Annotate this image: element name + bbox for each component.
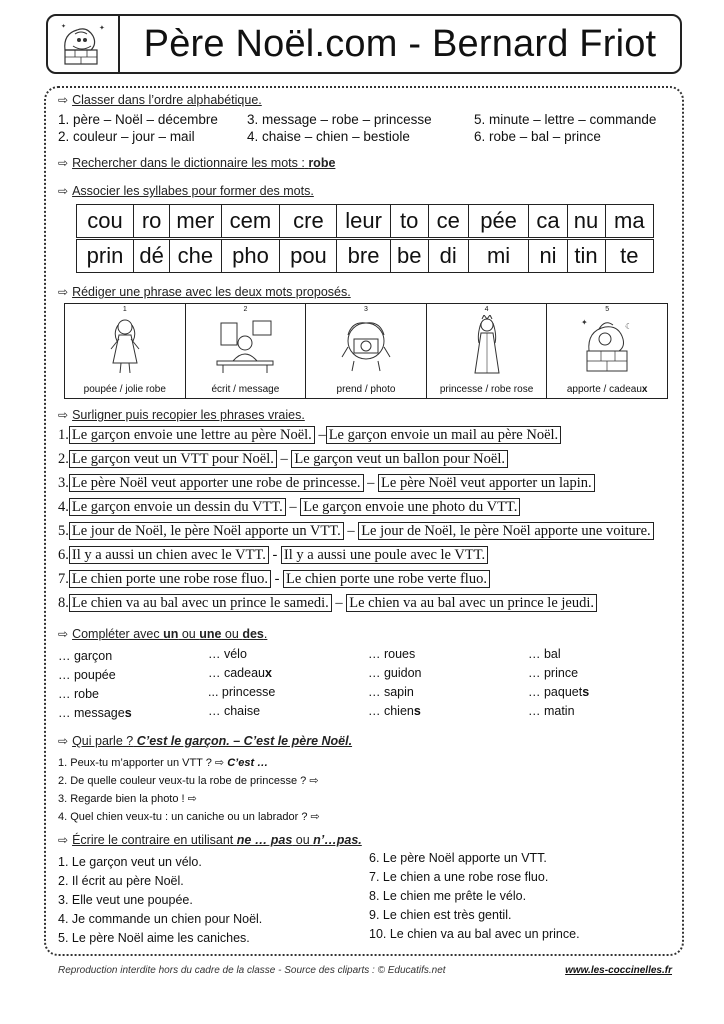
syllable-cell: pou xyxy=(279,239,336,273)
sentence-option-a[interactable]: Le garçon envoie une lettre au père Noël. xyxy=(69,426,315,444)
section-title-text: Écrire le contraire en utilisant xyxy=(72,833,237,847)
sentence-number: 2. xyxy=(58,451,69,467)
negation-item: 8. Le chien me prête le vélo. xyxy=(369,889,527,903)
syllable-row-1 xyxy=(76,204,654,238)
sentence-number: 1. xyxy=(58,427,69,443)
alpha-item: 1. père – Noël – décembre xyxy=(58,112,218,127)
dictionary-word: robe xyxy=(308,156,336,170)
article-blank-item xyxy=(58,706,132,720)
alpha-item: 5. minute – lettre – commande xyxy=(474,112,657,127)
article-blank-item xyxy=(528,666,578,680)
page-header xyxy=(46,14,682,74)
arrow-right-icon: ⇨ xyxy=(58,627,69,641)
sentence-separator: – xyxy=(276,451,292,467)
sentence-pair xyxy=(58,499,520,516)
syllable-cell: cem xyxy=(221,204,280,238)
section-true-sentences-title xyxy=(58,408,305,422)
negation-form-1: ne … pas xyxy=(236,833,293,847)
picture-row xyxy=(64,303,668,399)
article-blank-item xyxy=(58,668,116,682)
sentence-separator: – xyxy=(363,475,379,491)
article-blank-item xyxy=(368,704,421,718)
syllable-cell: che xyxy=(169,239,220,273)
sentence-number: 5. xyxy=(58,523,69,539)
section-negation-title xyxy=(58,833,362,847)
section-title-text: ou xyxy=(221,627,243,641)
sentence-option-b[interactable]: Le garçon envoie une photo du VTT. xyxy=(300,498,520,516)
sentence-pair xyxy=(58,475,595,492)
sentence-pair xyxy=(58,595,597,612)
syllable-cell: ro xyxy=(133,204,169,238)
syllable-cell: nu xyxy=(567,204,605,238)
negation-item: 10. Le chien va au bal avec un prince. xyxy=(369,927,580,941)
arrow-right-icon: ⇨ xyxy=(58,734,69,748)
negation-item: 3. Elle veut une poupée. xyxy=(58,893,193,907)
article-word: … roues xyxy=(368,647,416,661)
doll-icon xyxy=(65,314,185,376)
picture-cell xyxy=(306,304,427,398)
footer-copyright: Reproduction interdite hors du cadre de la classe - Source des cliparts : © Educatifs.net xyxy=(58,965,446,976)
santa-logo xyxy=(48,16,120,72)
article-word: … vélo xyxy=(208,647,247,661)
section-articles-title xyxy=(58,627,267,641)
sentence-option-a[interactable]: Le chien porte une robe rose fluo. xyxy=(69,570,271,588)
section-title-text: Associer les syllabes pour former des mots. xyxy=(72,184,314,198)
picture-number: 5 xyxy=(605,306,610,313)
alpha-item: 4. chaise – chien – bestiole xyxy=(247,129,410,144)
article-blank-item xyxy=(208,666,272,680)
sentence-option-b[interactable]: Le jour de Noël, le père Noël apporte une voiture. xyxy=(358,522,653,540)
sentence-number: 3. xyxy=(58,475,69,491)
question-item: 2. De quelle couleur veux-tu la robe de princesse ? ⇨ xyxy=(58,775,319,787)
syllable-cell: mi xyxy=(468,239,529,273)
picture-number: 1 xyxy=(122,306,127,313)
syllable-cell: ce xyxy=(428,204,468,238)
article-blank-item xyxy=(368,685,414,699)
arrow-right-icon: ⇨ xyxy=(58,285,69,299)
sentence-pair xyxy=(58,427,561,444)
section-title-text: ou xyxy=(178,627,200,641)
negation-item: 7. Le chien a une robe rose fluo. xyxy=(369,870,549,884)
picture-caption: poupée / jolie robe xyxy=(83,384,166,395)
section-who-speaks-title xyxy=(58,734,352,748)
alpha-item: 3. message – robe – princesse xyxy=(247,112,432,127)
picture-caption: prend / photo xyxy=(336,384,396,395)
article-blank-item xyxy=(528,647,561,661)
picture-caption: princesse / robe rose xyxy=(439,384,534,395)
footer-website-link[interactable]: www.les-coccinelles.fr xyxy=(565,965,672,976)
negation-item: 4. Je commande un chien pour Noël. xyxy=(58,912,263,926)
article-word: … matin xyxy=(528,704,575,718)
article-word: … chaise xyxy=(208,704,261,718)
article-blank-item xyxy=(368,666,422,680)
article-word-ending: s xyxy=(124,706,132,720)
section-dictionary-title xyxy=(58,156,335,170)
svg-text:☾: ☾ xyxy=(625,322,633,331)
question-answer-start: C’est … xyxy=(224,757,269,769)
article-word: … paquet xyxy=(528,685,583,699)
sentence-number: 8. xyxy=(58,595,69,611)
article-blank-item xyxy=(58,649,112,663)
article-word-ending: s xyxy=(582,685,590,699)
sentence-option-a[interactable]: Le garçon envoie un dessin du VTT. xyxy=(69,498,286,516)
picture-cell xyxy=(65,304,186,398)
alpha-item: 2. couleur – jour – mail xyxy=(58,129,195,144)
article-un: un xyxy=(163,627,179,641)
article-des: des xyxy=(242,627,264,641)
picture-cell xyxy=(186,304,307,398)
article-blank-item xyxy=(368,647,415,661)
picture-caption-text: apporte / cadeau xyxy=(566,384,642,395)
syllable-cell: cou xyxy=(76,204,133,238)
negation-item: 6. Le père Noël apporte un VTT. xyxy=(369,851,547,865)
question-item xyxy=(58,756,268,769)
article-blank-item xyxy=(58,687,99,701)
article-word: … cadeau xyxy=(208,666,265,680)
article-blank-item xyxy=(208,647,247,661)
arrow-right-icon: ⇨ xyxy=(58,408,69,422)
section-syllables-title xyxy=(58,184,314,198)
section-sentence-title xyxy=(58,285,351,299)
sentence-option-a[interactable]: Le chien va au bal avec un prince le samedi. xyxy=(69,594,332,612)
svg-text:✦: ✦ xyxy=(581,318,588,327)
picture-number: 3 xyxy=(364,306,368,313)
article-word: ... princesse xyxy=(208,685,276,699)
sentence-separator: - xyxy=(270,571,284,587)
sentence-separator: – xyxy=(314,427,326,443)
page-title: Père Noël.com - Bernard Friot xyxy=(143,22,657,65)
negation-item: 2. Il écrit au père Noël. xyxy=(58,874,184,888)
article-word: … guidon xyxy=(368,666,422,680)
picture-number: 4 xyxy=(484,306,489,313)
sentence-pair xyxy=(58,571,490,588)
section-alphabetical-title xyxy=(58,93,262,107)
camera-boy-icon xyxy=(306,314,426,376)
section-title-emphasis: C’est le garçon. – C’est le père Noël. xyxy=(133,734,353,748)
picture-caption xyxy=(547,384,667,395)
syllable-cell: ni xyxy=(528,239,566,273)
picture-caption: écrit / message xyxy=(211,384,280,395)
arrow-right-icon: ⇨ xyxy=(58,156,69,170)
sentence-pair xyxy=(58,523,654,540)
article-word: … prince xyxy=(528,666,579,680)
syllable-cell: ma xyxy=(605,204,654,238)
sentence-option-a[interactable]: Le garçon veut un VTT pour Noël. xyxy=(69,450,277,468)
article-word: … message xyxy=(58,706,125,720)
sentence-option-b[interactable]: Le père Noël veut apporter un lapin. xyxy=(378,474,595,492)
sentence-option-b[interactable]: Il y a aussi une poule avec le VTT. xyxy=(281,546,488,564)
syllable-cell: dé xyxy=(133,239,169,273)
svg-text:✦: ✦ xyxy=(61,24,67,30)
section-title-text: Surligner puis recopier les phrases vraies. xyxy=(72,408,305,422)
section-title-text: Classer dans l’ordre alphabétique. xyxy=(72,93,262,107)
sentence-number: 6. xyxy=(58,547,69,563)
article-blank-item xyxy=(208,685,275,699)
section-title-text: ou xyxy=(292,833,314,847)
picture-cell xyxy=(427,304,548,398)
picture-number: 2 xyxy=(243,306,248,313)
article-word-ending: x xyxy=(264,666,272,680)
sentence-option-b[interactable]: Le garçon envoie un mail au père Noël. xyxy=(326,426,562,444)
sentence-pair xyxy=(58,451,508,468)
negation-form-2: n’…pas. xyxy=(313,833,362,847)
article-word-ending: s xyxy=(413,704,421,718)
sentence-option-b[interactable]: Le garçon veut un ballon pour Noël. xyxy=(291,450,508,468)
article-blank-item xyxy=(528,685,589,699)
sentence-separator: – xyxy=(331,595,347,611)
sentence-pair xyxy=(58,547,488,564)
syllable-cell: leur xyxy=(336,204,389,238)
picture-caption-bold: x xyxy=(641,384,648,395)
sentence-separator: - xyxy=(268,547,281,563)
article-une: une xyxy=(199,627,222,641)
section-title-text: Qui parle ? xyxy=(72,734,134,748)
boy-computer-icon xyxy=(186,314,306,376)
sentence-option-a[interactable]: Le jour de Noël, le père Noël apporte un VTT. xyxy=(69,522,344,540)
arrow-right-icon: ⇨ xyxy=(58,184,69,198)
princess-icon xyxy=(427,314,547,376)
article-word: … bal xyxy=(528,647,561,661)
article-blank-item xyxy=(208,704,260,718)
section-title-text: . xyxy=(263,627,268,641)
arrow-right-icon: ⇨ xyxy=(58,833,69,847)
section-title-text: Rédiger une phrase avec les deux mots proposés. xyxy=(72,285,351,299)
syllable-cell: prin xyxy=(76,239,133,273)
sentence-separator: – xyxy=(285,499,301,515)
santa-chimney-icon xyxy=(547,314,667,376)
section-title-text: Compléter avec xyxy=(72,627,164,641)
article-word: … sapin xyxy=(368,685,414,699)
sentence-number: 7. xyxy=(58,571,69,587)
svg-text:✦: ✦ xyxy=(99,25,105,32)
syllable-cell: di xyxy=(428,239,468,273)
article-word: … garçon xyxy=(58,649,113,663)
sentence-number: 4. xyxy=(58,499,69,515)
santa-chimney-icon xyxy=(57,20,109,68)
negation-item: 5. Le père Noël aime les caniches. xyxy=(58,931,250,945)
syllable-cell: pho xyxy=(221,239,280,273)
sentence-option-b[interactable]: Le chien porte une robe verte fluo. xyxy=(283,570,490,588)
syllable-cell: be xyxy=(390,239,428,273)
syllable-cell: mer xyxy=(169,204,220,238)
section-title-text: Rechercher dans le dictionnaire les mots : xyxy=(72,156,305,170)
syllable-cell: te xyxy=(605,239,654,273)
picture-cell xyxy=(547,304,667,398)
sentence-option-a[interactable]: Le père Noël veut apporter une robe de princesse. xyxy=(69,474,364,492)
arrow-right-icon: ⇨ xyxy=(58,93,69,107)
sentence-option-b[interactable]: Le chien va au bal avec un prince le jeudi. xyxy=(346,594,597,612)
syllable-cell: pée xyxy=(468,204,529,238)
article-word: … poupée xyxy=(58,668,116,682)
syllable-cell: tin xyxy=(567,239,605,273)
sentence-separator: – xyxy=(343,523,359,539)
question-item: 3. Regarde bien la photo ! ⇨ xyxy=(58,793,197,805)
syllable-cell: bre xyxy=(336,239,389,273)
syllable-cell: to xyxy=(390,204,428,238)
syllable-row-2 xyxy=(76,239,654,273)
syllable-cell: cre xyxy=(279,204,336,238)
sentence-option-a[interactable]: Il y a aussi un chien avec le VTT. xyxy=(69,546,269,564)
negation-item: 9. Le chien est très gentil. xyxy=(369,908,512,922)
article-blank-item xyxy=(528,704,575,718)
alpha-item: 6. robe – bal – prince xyxy=(474,129,601,144)
syllable-cell: ca xyxy=(528,204,566,238)
article-word: … chien xyxy=(368,704,414,718)
article-word: … robe xyxy=(58,687,99,701)
negation-item: 1. Le garçon veut un vélo. xyxy=(58,855,202,869)
question-item: 4. Quel chien veux-tu : un caniche ou un labrador ? ⇨ xyxy=(58,811,320,823)
question-text: 1. Peux-tu m’apporter un VTT ? ⇨ xyxy=(58,757,225,769)
